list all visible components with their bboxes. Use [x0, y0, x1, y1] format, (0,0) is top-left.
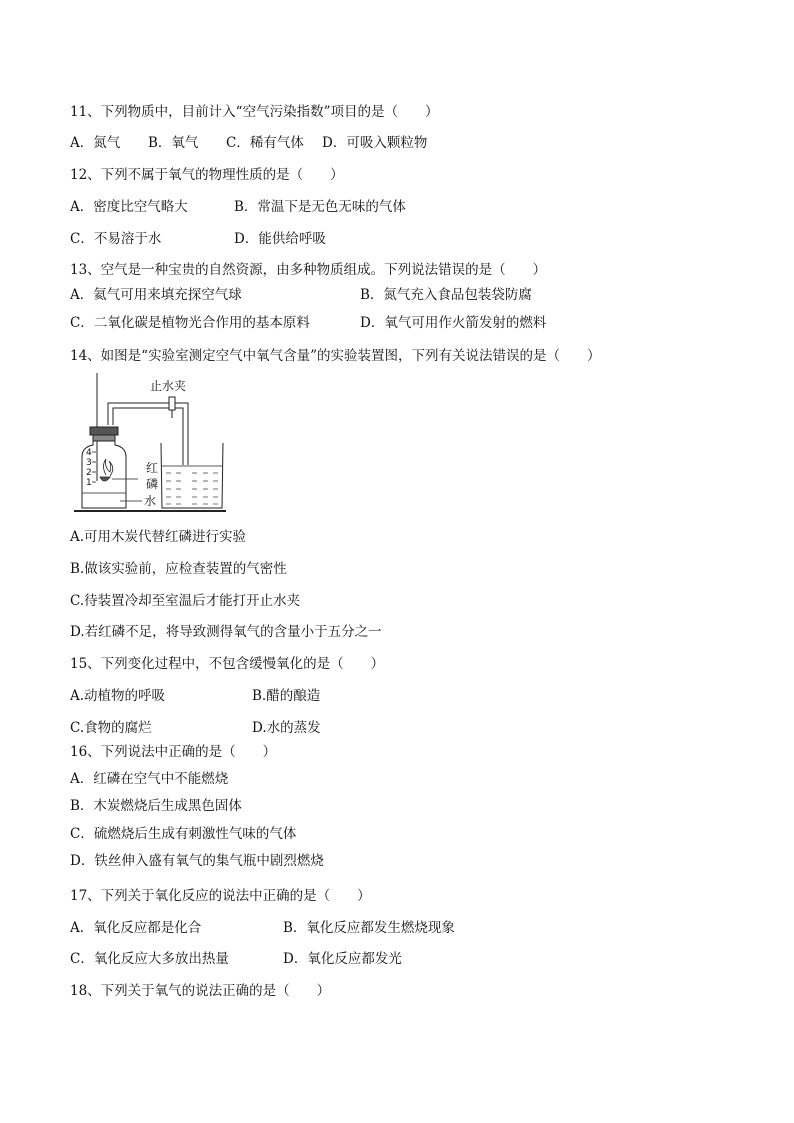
question-12-option-b: B．常温下是无色无味的气体 — [234, 199, 406, 215]
question-11-stem: 11、下列物质中，目前计入“空气污染指数”项目的是（ ） — [70, 104, 439, 120]
question-13-option-c: C．二氧化碳是植物光合作用的基本原料 — [70, 315, 310, 331]
question-12-option-a: A．密度比空气略大 — [70, 199, 188, 215]
label-clamp: 止水夹 — [150, 379, 187, 393]
question-17-option-d: D．氧化反应都发光 — [283, 951, 402, 967]
question-16-option-c: C．硫燃烧后生成有刺激性气味的气体 — [70, 826, 297, 842]
scale-mark-4: 4 — [86, 448, 92, 458]
question-14-option-c: C.待装置冷却至室温后才能打开止水夹 — [70, 593, 301, 609]
label-phosphorus: 磷 — [146, 477, 159, 491]
question-11-option-c: C．稀有气体 — [226, 135, 304, 151]
question-15-option-c: C.食物的腐烂 — [70, 720, 152, 736]
question-16-stem: 16、下列说法中正确的是（ ） — [70, 744, 277, 760]
question-16-option-b: B．木炭燃烧后生成黑色固体 — [70, 798, 242, 814]
question-14-stem: 14、如图是“实验室测定空气中氧气含量”的实验装置图，下列有关说法错误的是（ ） — [70, 348, 601, 364]
question-14-option-a: A.可用木炭代替红磷进行实验 — [70, 529, 247, 545]
question-12-option-c: C．不易溶于水 — [70, 231, 162, 247]
scale-mark-2: 2 — [86, 468, 92, 478]
question-12-stem: 12、下列不属于氧气的物理性质的是（ ） — [70, 167, 344, 183]
scale-mark-3: 3 — [86, 458, 92, 468]
question-15-option-d: D.水的蒸发 — [252, 720, 321, 736]
question-15-option-a: A.动植物的呼吸 — [70, 688, 166, 704]
question-11-option-b: B．氧气 — [148, 135, 199, 151]
scale-mark-1: 1 — [86, 478, 92, 488]
question-16-option-d: D．铁丝伸入盛有氧气的集气瓶中剧烈燃烧 — [70, 853, 324, 869]
question-18-stem: 18、下列关于氧气的说法正确的是（ ） — [70, 983, 331, 999]
question-13-stem: 13、空气是一种宝贵的自然资源，由多种物质组成。下列说法错误的是（ ） — [70, 262, 547, 278]
question-15-stem: 15、下列变化过程中，不包含缓慢氧化的是（ ） — [70, 656, 385, 672]
question-13-option-b: B．氮气充入食品包装袋防腐 — [360, 287, 532, 303]
question-11-option-d: D．可吸入颗粒物 — [322, 135, 428, 151]
question-13-option-d: D．氧气可用作火箭发射的燃料 — [360, 315, 547, 331]
label-water: 水 — [144, 494, 157, 508]
label-red: 红 — [146, 461, 159, 475]
question-17-option-b: B．氧化反应都发生燃烧现象 — [283, 920, 455, 936]
question-17-option-c: C．氧化反应大多放出热量 — [70, 951, 229, 967]
question-13-option-a: A．氦气可用来填充探空气球 — [70, 287, 242, 303]
oxygen-content-apparatus-figure — [70, 373, 230, 515]
question-12-option-d: D．能供给呼吸 — [234, 231, 326, 247]
question-14-option-d: D.若红磷不足，将导致测得氧气的含量小于五分之一 — [70, 624, 382, 640]
question-16-option-a: A．红磷在空气中不能燃烧 — [70, 771, 229, 787]
question-11-option-a: A．氮气 — [70, 135, 121, 151]
question-15-option-b: B.醋的酿造 — [252, 688, 321, 704]
question-17-stem: 17、下列关于氧化反应的说法中正确的是（ ） — [70, 888, 371, 904]
question-14-option-b: B.做该实验前，应检查装置的气密性 — [70, 561, 287, 577]
question-17-option-a: A．氧化反应都是化合 — [70, 920, 202, 936]
